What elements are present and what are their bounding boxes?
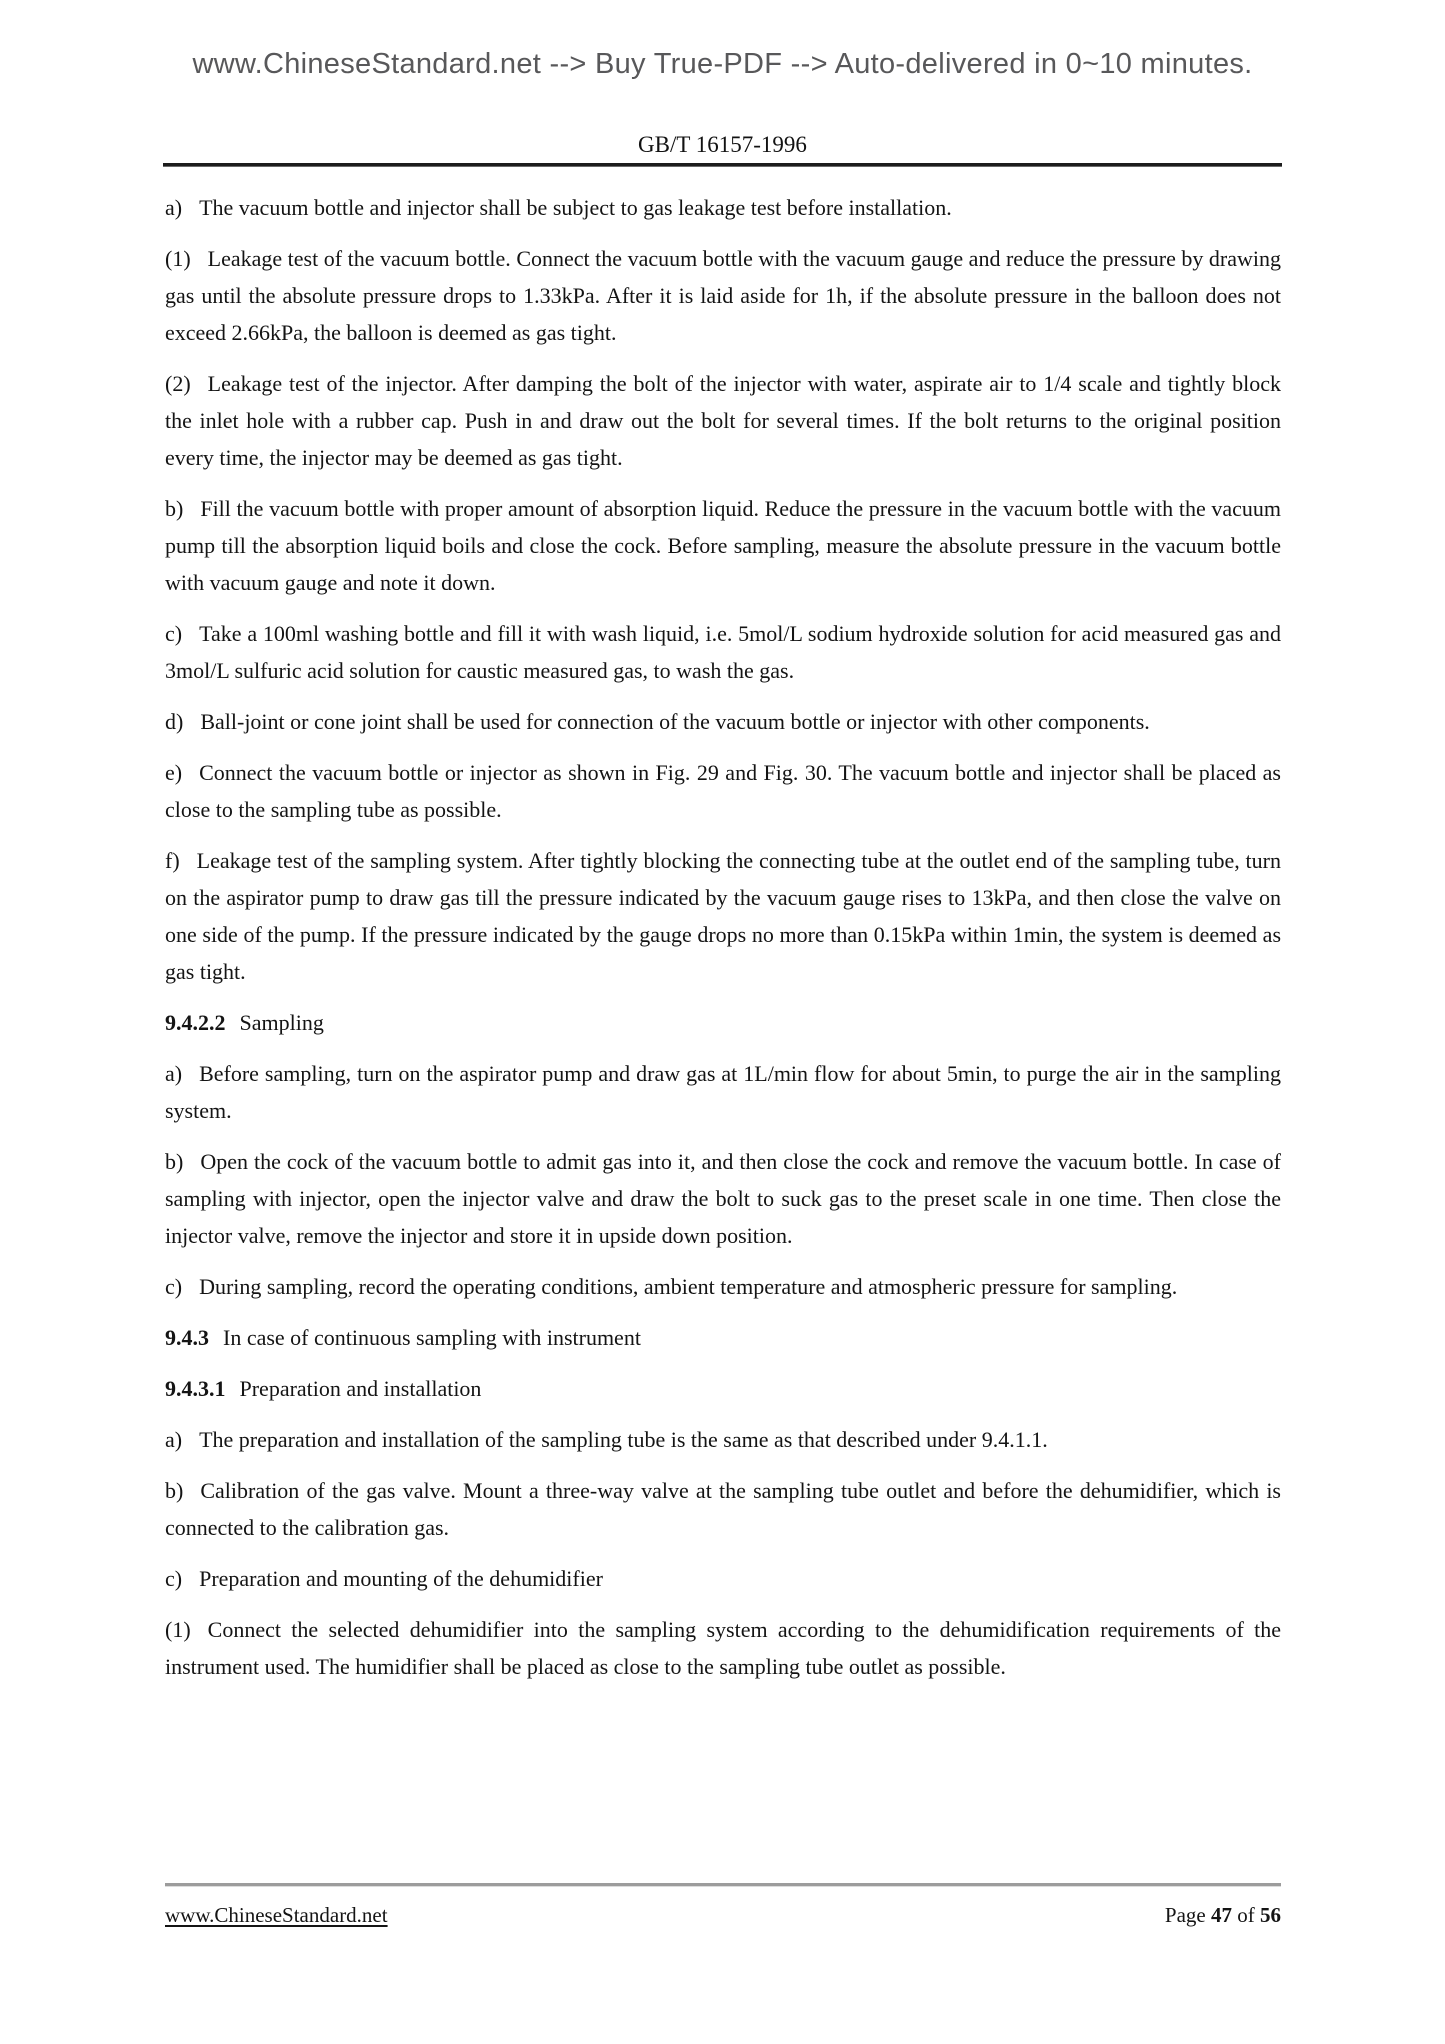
paragraph-label: c) xyxy=(165,1566,183,1591)
section-number: 9.4.2.2 xyxy=(165,1010,226,1035)
page-label: Page xyxy=(1164,1903,1206,1927)
paragraph-text: The preparation and installation of the sampling tube is the same as that described under 9.4.1.1. xyxy=(199,1427,1048,1452)
paragraph-label: b) xyxy=(165,1478,184,1503)
paragraph xyxy=(165,842,1281,990)
section-title: Preparation and installation xyxy=(239,1376,482,1401)
paragraph-label: a) xyxy=(165,1061,183,1086)
paragraph-text: Take a 100ml washing bottle and fill it with wash liquid, i.e. 5mol/L sodium hydroxide solution for acid measured gas and 3mol/L sulfuric acid solution for caustic measured gas, to wash the gas. xyxy=(165,621,1281,683)
header-rule xyxy=(163,163,1282,167)
page-number xyxy=(1165,1903,1281,1928)
paragraph-label: e) xyxy=(165,760,183,785)
paragraph xyxy=(165,1560,1281,1597)
section-heading xyxy=(165,1004,1281,1041)
paragraph-label: b) xyxy=(165,1149,184,1174)
paragraph-label: a) xyxy=(165,1427,183,1452)
paragraph xyxy=(165,703,1281,740)
section-title: In case of continuous sampling with instrument xyxy=(223,1325,641,1350)
paragraph xyxy=(165,490,1281,601)
paragraph-label: d) xyxy=(165,709,184,734)
paragraph-text: During sampling, record the operating conditions, ambient temperature and atmospheric pressure for sampling. xyxy=(199,1274,1178,1299)
footer-site-link[interactable]: www.ChineseStandard.net xyxy=(165,1903,388,1927)
paragraph-text: Fill the vacuum bottle with proper amount of absorption liquid. Reduce the pressure in the vacuum bottle with the vacuum pump till the absorption liquid boils and close the cock. Before sampling, measure the absolute pressure in the vacuum bottle with vacuum gauge and note it down. xyxy=(165,496,1281,595)
paragraph-label: (1) xyxy=(165,1617,191,1642)
paragraph-label: c) xyxy=(165,1274,183,1299)
section-heading xyxy=(165,1319,1281,1356)
paragraph xyxy=(165,240,1281,351)
paragraph-label: f) xyxy=(165,848,180,873)
section-number: 9.4.3.1 xyxy=(165,1376,226,1401)
paragraph xyxy=(165,1472,1281,1546)
page-current: 47 xyxy=(1211,1903,1232,1927)
section-number: 9.4.3 xyxy=(165,1325,209,1350)
document-body xyxy=(165,189,1281,1699)
paragraph-text: Before sampling, turn on the aspirator pump and draw gas at 1L/min flow for about 5min, to purge the air in the sampling system. xyxy=(165,1061,1281,1123)
paragraph-text: Open the cock of the vacuum bottle to admit gas into it, and then close the cock and remove the vacuum bottle. In case of sampling with injector, open the injector valve and draw the bolt to suck gas to the preset scale in one time. Then close the injector valve, remove the injector and store it in upside down position. xyxy=(165,1149,1281,1248)
paragraph-text: Leakage test of the sampling system. After tightly blocking the connecting tube at the outlet end of the sampling tube, turn on the aspirator pump to draw gas till the pressure indicated by the vacuum gauge rises to 13kPa, and then close the valve on one side of the pump. If the pressure indicated by the gauge drops no more than 0.15kPa within 1min, the system is deemed as gas tight. xyxy=(165,848,1281,984)
footer-rule xyxy=(165,1883,1281,1887)
paragraph-label: a) xyxy=(165,195,183,220)
paragraph-label: c) xyxy=(165,621,183,646)
paragraph-label: b) xyxy=(165,496,184,521)
paragraph xyxy=(165,365,1281,476)
paragraph-label: (1) xyxy=(165,246,191,271)
paragraph xyxy=(165,615,1281,689)
paragraph xyxy=(165,754,1281,828)
paragraph xyxy=(165,1055,1281,1129)
section-heading xyxy=(165,1370,1281,1407)
paragraph-label: (2) xyxy=(165,371,191,396)
of-label: of xyxy=(1237,1903,1255,1927)
section-title: Sampling xyxy=(239,1010,324,1035)
paragraph xyxy=(165,1611,1281,1685)
page-total: 56 xyxy=(1260,1903,1281,1927)
paragraph-text: Connect the selected dehumidifier into the sampling system according to the dehumidification requirements of the instrument used. The humidifier shall be placed as close to the sampling tube outlet as possible. xyxy=(165,1617,1281,1679)
paragraph xyxy=(165,1268,1281,1305)
promo-banner-text: www.ChineseStandard.net --> Buy True-PDF --> Auto-delivered in 0~10 minutes. xyxy=(192,48,1253,80)
paragraph-text: Ball-joint or cone joint shall be used for connection of the vacuum bottle or injector with other components. xyxy=(200,709,1150,734)
paragraph-text: Leakage test of the injector. After damping the bolt of the injector with water, aspirate air to 1/4 scale and tightly block the inlet hole with a rubber cap. Push in and draw out the bolt for several times. If the bolt returns to the original position every time, the injector may be deemed as gas tight. xyxy=(165,371,1281,470)
paragraph xyxy=(165,1143,1281,1254)
paragraph-text: Connect the vacuum bottle or injector as shown in Fig. 29 and Fig. 30. The vacuum bottle and injector shall be placed as close to the sampling tube as possible. xyxy=(165,760,1281,822)
paragraph xyxy=(165,189,1281,226)
standard-code-header: GB/T 16157-1996 xyxy=(638,132,807,157)
paragraph-text: Calibration of the gas valve. Mount a three-way valve at the sampling tube outlet and before the dehumidifier, which is connected to the calibration gas. xyxy=(165,1478,1281,1540)
paragraph-text: Preparation and mounting of the dehumidifier xyxy=(199,1566,603,1591)
paragraph-text: The vacuum bottle and injector shall be subject to gas leakage test before installation. xyxy=(199,195,952,220)
paragraph xyxy=(165,1421,1281,1458)
paragraph-text: Leakage test of the vacuum bottle. Connect the vacuum bottle with the vacuum gauge and reduce the pressure by drawing gas until the absolute pressure drops to 1.33kPa. After it is laid aside for 1h, if the absolute pressure in the balloon does not exceed 2.66kPa, the balloon is deemed as gas tight. xyxy=(165,246,1281,345)
